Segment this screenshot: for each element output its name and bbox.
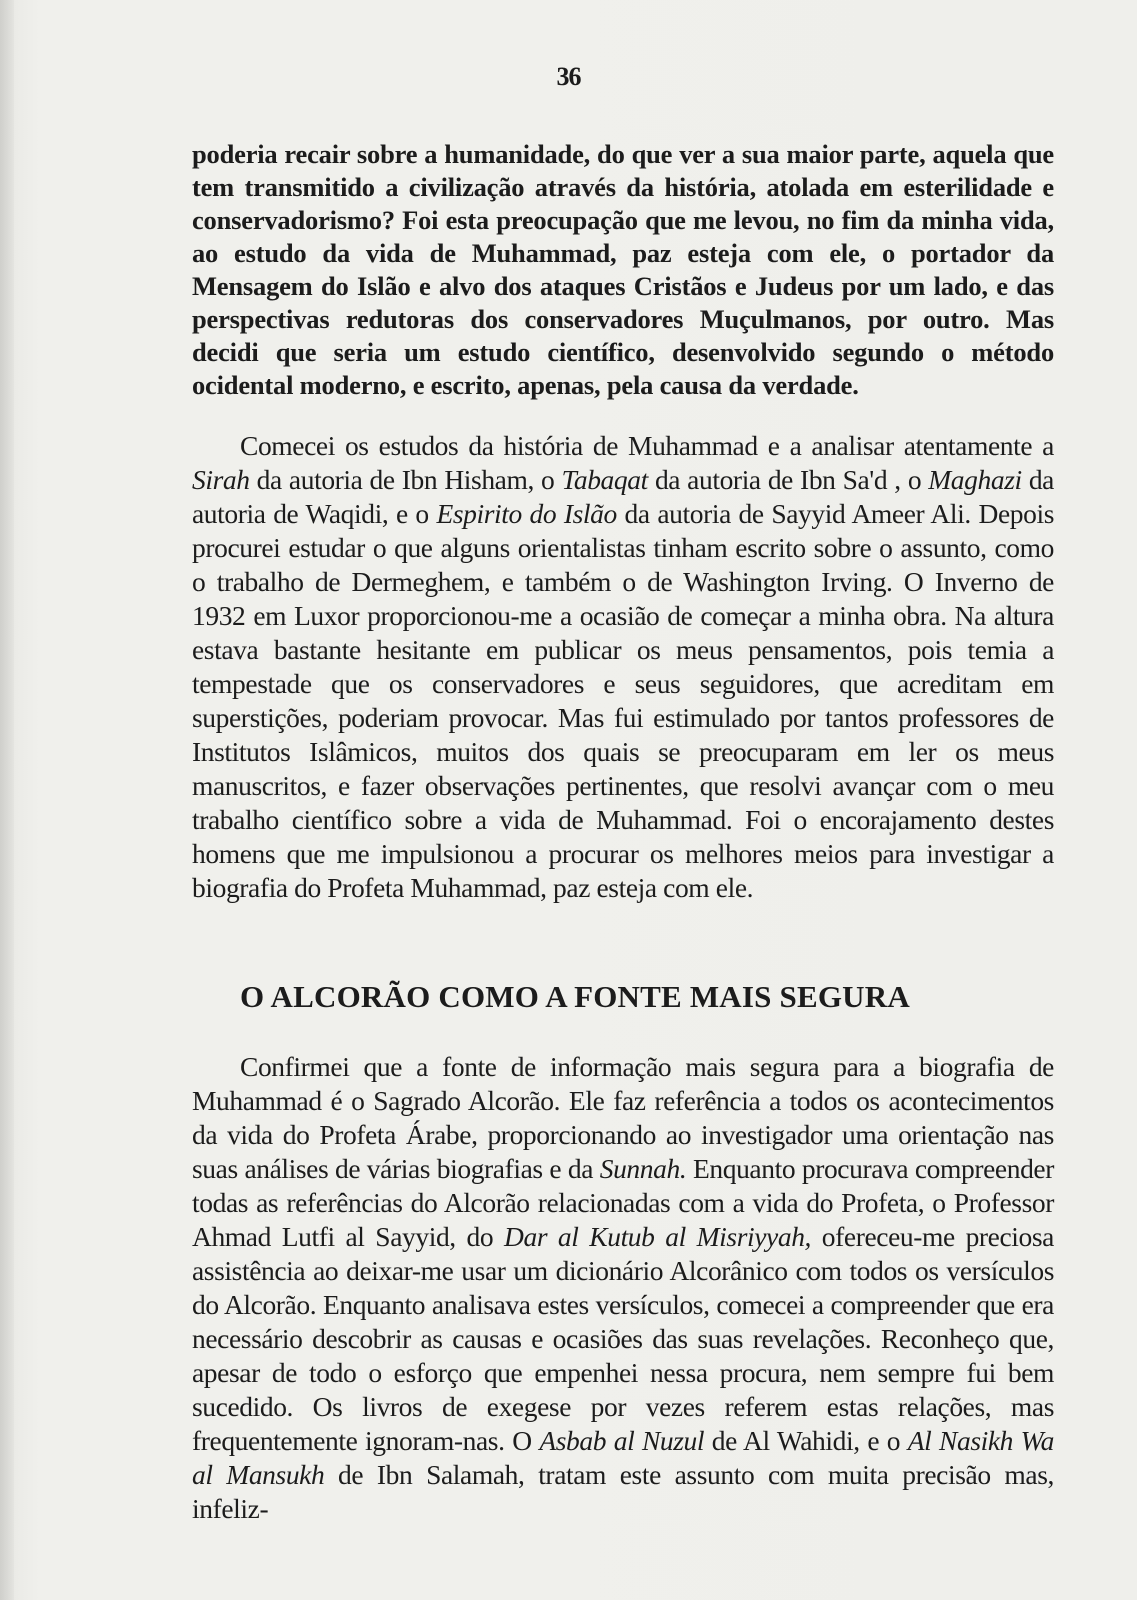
page-binding-edge xyxy=(0,0,14,1600)
text-run: da autoria de Sayyid Ameer Ali. Depois procurei estudar o que alguns orientalistas tinham escrito sobre o assunto, como o trabalho de Dermeghem, e também o de Washington Irving. O Inverno de 1932 em Luxor proporcionou-me a ocasião de começar a minha obra. Na altura estava bastante hesitante em publicar os meus pensamentos, pois temia a tempestade que os conservadores e seus seguidores, que acreditam em superstições, poderiam provocar. Mas fui estimulado por tantos professores de Institutos Islâmicos, muitos dos quais se preocuparam em ler os meus manuscritos, e fazer observações pertinentes, que resolvi avançar com o meu trabalho científico sobre a vida de Muhammad. Foi o encorajamento destes homens que me impulsionou a procurar os melhores meios para investigar a biografia do Profeta Muhammad, paz esteja com ele. xyxy=(192,498,1054,903)
body-paragraph-block xyxy=(192,429,1054,905)
paragraph-3 xyxy=(192,1050,1054,1526)
text-run: poderia recair sobre a humanidade, do que ver a sua maior parte, aquela que tem transmitido a civilização através da história, atolada em esterilidade e conservadorismo? Foi esta preocupação que me levou, no fim da minha vida, ao estudo da vida de Muhammad, paz esteja com ele, o portador da Mensagem do Islão e alvo dos ataques Cristãos e Judeus por um lado, e das perspectivas redutoras dos conservadores Muçulmanos, por outro. Mas decidi que seria um estudo científico, desenvolvido segundo o método ocidental moderno, e escrito, apenas, pela causa da verdade. xyxy=(192,139,1054,400)
italic-title-run: Sunnah. xyxy=(599,1153,687,1184)
text-run: da autoria de Ibn Sa'd , o xyxy=(647,464,929,495)
section-heading: O ALCORÃO COMO A FONTE MAIS SEGURA xyxy=(240,979,910,1014)
italic-title-run: Sirah xyxy=(192,464,250,495)
italic-title-run: Dar al Kutub al Misriyyah, xyxy=(504,1221,812,1252)
italic-title-run: Asbab al Nuzul xyxy=(539,1425,705,1456)
section-body-block xyxy=(192,1050,1054,1526)
bold-paragraph-block xyxy=(192,138,1054,402)
italic-title-run: Maghazi xyxy=(928,464,1022,495)
italic-title-run: Tabaqat xyxy=(561,464,648,495)
text-run: de Ibn Salamah, tratam este assunto com muita precisão mas, infeliz- xyxy=(192,1459,1054,1524)
text-run: de Al Wahidi, e o xyxy=(704,1425,908,1456)
paragraph-1 xyxy=(192,138,1054,402)
paragraph-2 xyxy=(192,429,1054,905)
text-run: Enquanto procurava compreender todas as referências do Alcorão relacionadas com a vida do Profeta, o Professor Ahmad Lutfi al Sayyid, do xyxy=(192,1153,1054,1252)
text-run: ofereceu-me preciosa assistência ao deixar-me usar um dicionário Alcorânico com todos os versículos do Alcorão. Enquanto analisava estes versículos, comecei a compreender que era necessário descobrir as causas e ocasiões das suas revelações. Reconheço que, apesar de todo o esforço que empenhei nessa procura, nem sempre fui bem sucedido. Os livros de exegese por vezes referem estas relações, mas frequentemente ignoram-nas. O xyxy=(192,1221,1054,1456)
italic-title-run: Al Nasikh Wa al Mansukh xyxy=(192,1425,1054,1490)
text-run: da autoria de Waqidi, e o xyxy=(192,464,1054,529)
text-run: Comecei os estudos da história de Muhammad e a analisar atentamente a xyxy=(240,430,1054,461)
text-run: Confirmei que a fonte de informação mais segura para a biografia de Muhammad é o Sagrado Alcorão. Ele faz referência a todos os acontecimentos da vida do Profeta Árabe, proporcionando ao investigador uma orientação nas suas análises de várias biografias e da xyxy=(192,1051,1054,1184)
italic-title-run: Espirito do Islão xyxy=(436,498,617,529)
text-run: da autoria de Ibn Hisham, o xyxy=(249,464,562,495)
page-number: 36 xyxy=(556,62,581,91)
